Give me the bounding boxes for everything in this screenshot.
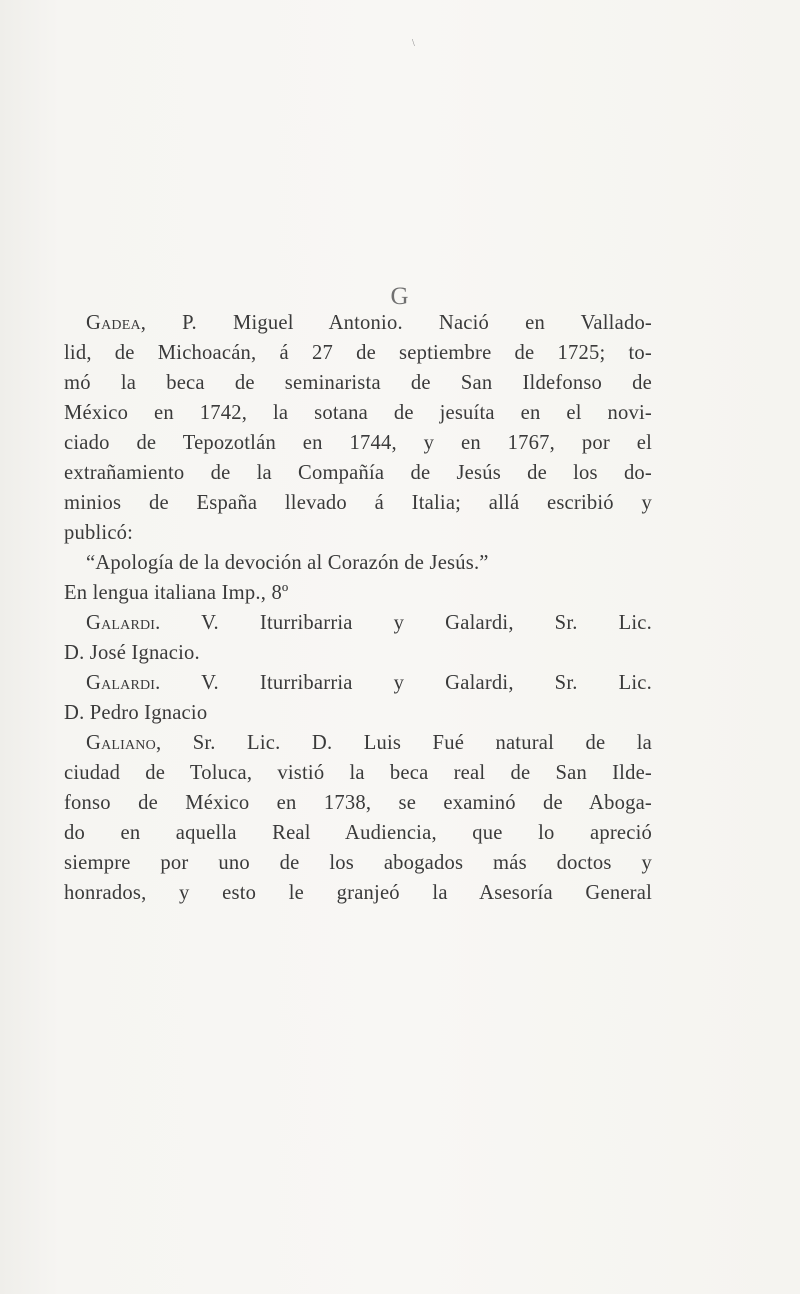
page-speck: \: [412, 38, 415, 49]
entry-line: ciudad de Toluca, vistió la beca real de San Ilde-: [64, 762, 652, 784]
entry-line: do en aquella Real Audiencia, que lo apreció: [64, 822, 652, 844]
entry-line: minios de España llevado á Italia; allá escribió y: [64, 492, 652, 514]
entry-line: Galardi. V. Iturribarria y Galardi, Sr. Lic.: [86, 672, 652, 694]
entry-line: D. Pedro Ignacio: [64, 702, 208, 724]
entry-line: D. José Ignacio.: [64, 642, 200, 664]
entry-line: mó la beca de seminarista de San Ildefonso de: [64, 372, 652, 394]
entry-line: fonso de México en 1738, se examinó de Aboga-: [64, 792, 652, 814]
entry-text-block: [64, 308, 652, 908]
entry-line: publicó:: [64, 522, 134, 544]
entry-line: Galiano, Sr. Lic. D. Luis Fué natural de la: [86, 732, 652, 754]
entry-line: En lengua italiana Imp., 8º: [64, 582, 289, 604]
entry-line: México en 1742, la sotana de jesuíta en el novi-: [64, 402, 652, 424]
section-letter: G: [390, 283, 410, 310]
entry-line: lid, de Michoacán, á 27 de septiembre de 1725; to-: [64, 342, 652, 364]
entry-line: “Apología de la devoción al Corazón de Jesús.”: [86, 552, 489, 574]
entry-line: extrañamiento de la Compañía de Jesús de los do-: [64, 462, 652, 484]
entry-line: Gadea, P. Miguel Antonio. Nació en Vallado-: [86, 312, 652, 334]
entry-line: Galardi. V. Iturribarria y Galardi, Sr. Lic.: [86, 612, 652, 634]
entry-line: siempre por uno de los abogados más doctos y: [64, 852, 652, 874]
entry-line: ciado de Tepozotlán en 1744, y en 1767, por el: [64, 432, 652, 454]
entry-line: honrados, y esto le granjeó la Asesoría General: [64, 882, 652, 904]
